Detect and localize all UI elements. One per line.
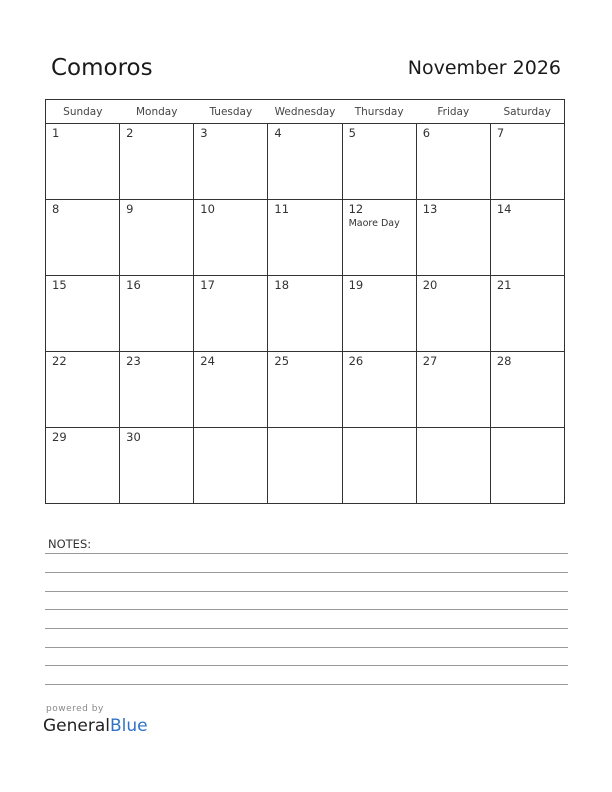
- day-number: 21: [496, 278, 512, 292]
- day-number: 18: [274, 278, 290, 292]
- day-cell-empty: [416, 428, 490, 504]
- generalblue-logo: [43, 716, 148, 736]
- day-number: 24: [200, 354, 215, 368]
- day-cell: [120, 352, 194, 428]
- day-number: 8: [52, 202, 60, 216]
- day-number: 30: [126, 430, 141, 444]
- weekday-header-row: [46, 100, 565, 124]
- day-cell-empty: [490, 428, 564, 504]
- day-cell: [416, 124, 490, 200]
- day-number: 25: [274, 354, 290, 368]
- day-cell: [268, 352, 342, 428]
- day-cell: [342, 276, 416, 352]
- weekday-tuesday: Tuesday: [194, 100, 268, 124]
- day-number: 16: [126, 278, 141, 292]
- note-line: [45, 591, 568, 592]
- note-line: [45, 553, 568, 554]
- day-number: 9: [126, 202, 134, 216]
- day-cell: [120, 428, 194, 504]
- day-cell: [120, 124, 194, 200]
- day-cell: [120, 200, 194, 276]
- day-cell: [490, 200, 564, 276]
- day-cell: [194, 352, 268, 428]
- day-cell: [194, 276, 268, 352]
- note-line: [45, 684, 568, 685]
- month-title: November 2026: [407, 57, 561, 79]
- day-cell: [490, 352, 564, 428]
- weekday-saturday: Saturday: [490, 100, 564, 124]
- day-cell: [46, 428, 120, 504]
- day-number: 1: [52, 126, 60, 140]
- weekday-thursday: Thursday: [342, 100, 416, 124]
- weekday-sunday: Sunday: [46, 100, 120, 124]
- day-number: 29: [52, 430, 67, 444]
- day-cell: [342, 352, 416, 428]
- weekday-monday: Monday: [120, 100, 194, 124]
- day-cell: [490, 124, 564, 200]
- holiday-label: Maore Day: [348, 218, 400, 229]
- day-cell: [194, 124, 268, 200]
- day-cell: [490, 276, 564, 352]
- day-cell: [46, 352, 120, 428]
- note-line: [45, 647, 568, 648]
- day-number: 10: [200, 202, 215, 216]
- day-number: 20: [422, 278, 438, 292]
- brand-general: General: [43, 716, 110, 736]
- note-line: [45, 628, 568, 629]
- day-number: 17: [200, 278, 215, 292]
- calendar-grid: [45, 99, 565, 504]
- notes-label: NOTES:: [48, 537, 92, 551]
- country-title: Comoros: [51, 55, 153, 81]
- day-cell-empty: [342, 428, 416, 504]
- day-cell: [416, 276, 490, 352]
- day-number: 5: [348, 126, 356, 140]
- day-cell: [416, 200, 490, 276]
- day-number: 26: [348, 354, 364, 368]
- day-cell: [342, 200, 416, 276]
- day-number: 4: [274, 126, 282, 140]
- day-cell: [342, 124, 416, 200]
- weekday-friday: Friday: [416, 100, 490, 124]
- week-row: [46, 352, 565, 428]
- brand-blue: Blue: [110, 716, 148, 736]
- day-number: 15: [52, 278, 67, 292]
- day-number: 22: [52, 354, 67, 368]
- week-row: [46, 200, 565, 276]
- week-row: [46, 276, 565, 352]
- note-line: [45, 609, 568, 610]
- day-number: 7: [496, 126, 505, 140]
- day-cell: [194, 200, 268, 276]
- day-cell: [46, 124, 120, 200]
- day-number: 13: [422, 202, 438, 216]
- day-number: 27: [422, 354, 438, 368]
- week-row: [46, 428, 565, 504]
- day-cell-empty: [194, 428, 268, 504]
- day-number: 23: [126, 354, 141, 368]
- day-number: 11: [274, 202, 290, 216]
- day-number: 14: [496, 202, 512, 216]
- weekday-wednesday: Wednesday: [268, 100, 342, 124]
- day-number: 2: [126, 126, 134, 140]
- day-cell: [46, 200, 120, 276]
- day-cell: [120, 276, 194, 352]
- powered-by-text: powered by: [46, 704, 104, 714]
- day-number: 6: [422, 126, 431, 140]
- day-cell: [268, 276, 342, 352]
- day-cell: [268, 124, 342, 200]
- day-cell: [46, 276, 120, 352]
- day-cell: [268, 200, 342, 276]
- day-number: 3: [200, 126, 208, 140]
- note-line: [45, 572, 568, 573]
- day-number: 19: [348, 278, 364, 292]
- note-line: [45, 665, 568, 666]
- day-cell-empty: [268, 428, 342, 504]
- day-number: 12: [348, 202, 364, 216]
- day-number: 28: [496, 354, 512, 368]
- week-row: [46, 124, 565, 200]
- day-cell: [416, 352, 490, 428]
